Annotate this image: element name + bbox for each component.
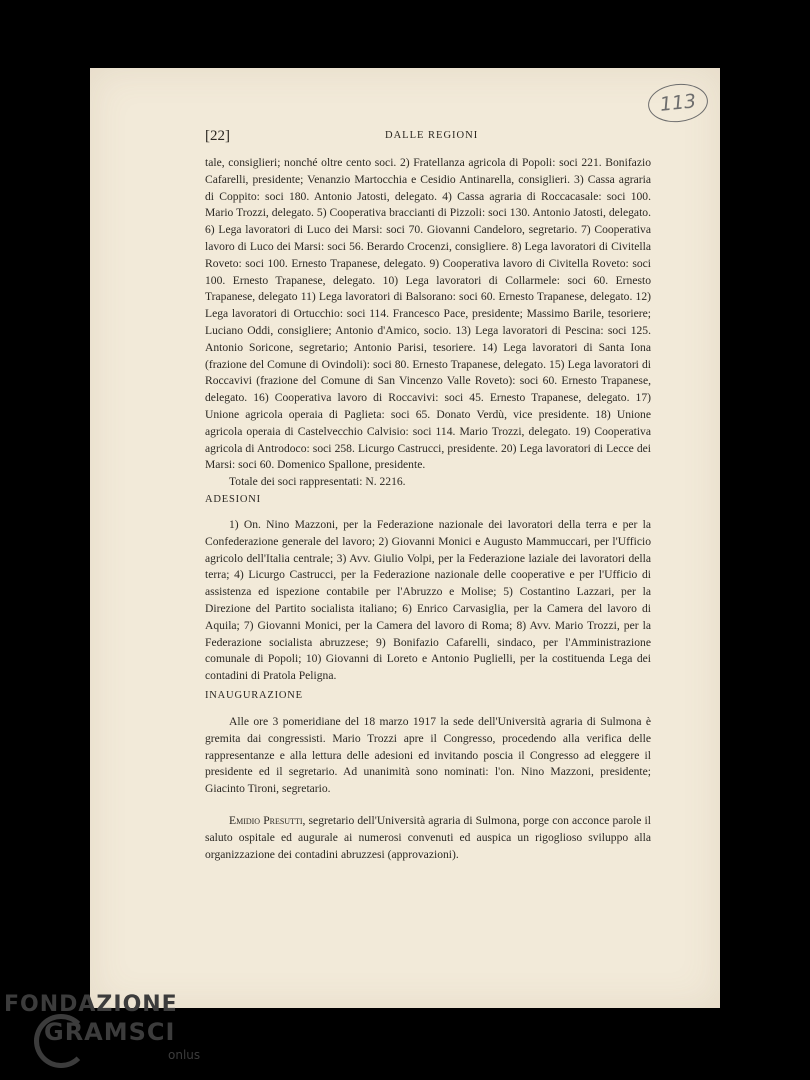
adesioni-paragraph: 1) On. Nino Mazzoni, per la Federazione nazionale dei lavoratori della terra e per la Confederazione generale del lavoro; 2) Giovanni Monici e Augusto Mammuccari, per l'Ufficio agricolo dell'Italia centrale; 3) Avv. Giulio Volpi, per la Federazione laziale dei lavoratori della terra; 4) Licurgo Castrucci, per la Federazione nazionale delle cooperative e per l'Ufficio di assistenza ed ispezione contabile per l'Abruzzo e Molise; 5) Costantino Lazzari, per la Direzione del Partito socialista italiano; 6) Enrico Carvasiglia, per la Camera del lavoro di Aquila; 7) Giovanni Monici, per la Camera del lavoro di Roma; 8) Avv. Mario Trozzi, per la Federazione socialista abruzzese; 9) Bonifazio Cafarelli, sindaco, per l'Amministrazione comunale di Popoli; 10) Giovanni di Loreto e Antonio Puglielli, per la costituenda Lega dei contadini di Pratola Peligna. — [205, 518, 651, 683]
inaugurazione-paragraph: Alle ore 3 pomeridiane del 18 marzo 1917 la sede dell'Università agraria di Sulmona è gremita dai congressisti. Mario Trozzi apre il Congresso, procedendo alla verifica delle rappresentanze e alla lettura delle adesioni ed invitando poscia il Congresso ad eleggere il presidente ed il segretario. Ad unanimità sono nominati: l'on. Nino Mazzoni, presidente; Giacinto Tironi, segretario. — [205, 715, 651, 796]
delegates-paragraph: tale, consiglieri; nonché oltre cento soci. 2) Fratellanza agricola di Popoli: soci 221. Bonifazio Cafarelli, presidente; Venanzio Martocchia e Cesidio Antinarella, consiglieri. 3) Cassa agraria di Coppito: soci 180. Antonio Jatosti, delegato. 4) Cassa agraria di Roccacasale: soci 100. Mario Trozzi, delegato. 5) Cooperativa braccianti di Pizzoli: soci 130. Antonio Jatosti, delegato. 6) Lega lavoratori di Luco dei Marsi: soci 70. Giovanni Candeloro, segretario. 7) Cooperativa lavoro di Luco dei Marsi: soci 56. Berardo Crocenzi, consigliere. 8) Lega lavoratori di Civitella Roveto: soci 100. Ernesto Trapanese, delegato. 9) Cooperativa lavoro di Civitella Roveto: soci 100. Ernesto Trapanese, delegato. 10) Lega lavoratori di Collarmele: soci 60. Ernesto Trapanese, delegato 11) Lega lavoratori di Balsorano: soci 60. Ernesto Trapanese, delegato. 12) Lega lavoratori di Ortucchio: soci 114. Francesco Pace, presidente; Massimo Barile, tesoriere; Luciano Oddi, consigliere; Antonio d'Amico, socio. 13) Lega lavoratori di Pescina: soci 125. Antonio Soricone, segretario; Antonio Parisi, tesoriere. 14) Lega lavoratori di Santa Iona (frazione del Comune di Ovindoli): soci 80. Ernesto Trapanese, delegato. 15) Lega lavoratori di Roccavivi (frazione del Comune di San Vincenzo Valle Roveto): soci 60. Ernesto Trapanese, delegato. 16) Cooperativa lavoro di Roccavivi: soci 45. Ernesto Trapanese, delegato. 17) Unione agricola operaia di Paglieta: soci 65. Donato Verdù, vice presidente. 18) Unione agricola operaia di Castelvecchio Calvisio: soci 114. Mario Trozzi, delegato. 19) Cooperativa agricola di Antrodoco: soci 258. Licurgo Castrucci, presidente. 20) Lega lavoratori di Lecce dei Marsi: soci 60. Domenico Spallone, presidente. — [205, 156, 651, 472]
archive-stamp: 113 — [646, 81, 710, 125]
adesioni-section — [205, 517, 651, 685]
page-number: [22] — [205, 128, 230, 144]
page-header — [205, 128, 665, 144]
watermark-line1: FONDAZIONE — [4, 992, 178, 1017]
fondazione-gramsci-watermark — [4, 992, 214, 1072]
total-members-line: Totale dei soci rappresentati: N. 2216. — [229, 475, 406, 489]
adesioni-heading: ADESIONI — [205, 494, 261, 505]
presutti-text: , segretario dell'Università agraria di Sulmona, porge con acconce parole il saluto ospitale ed augurale ai numerosi convenuti ed auspica un rigoglioso sviluppo alla organizzazione dei contadini abruzzesi (approvazioni). — [205, 813, 651, 861]
presutti-paragraph — [205, 813, 651, 863]
inaugurazione-section — [205, 714, 651, 863]
running-head: DALLE REGIONI — [385, 130, 479, 141]
inaugurazione-heading: INAUGURAZIONE — [205, 690, 303, 701]
delegates-list — [205, 155, 651, 491]
speaker-name: Emidio Presutti — [229, 813, 303, 827]
watermark-line3: onlus — [168, 1048, 201, 1062]
watermark-line2: GRAMSCI — [44, 1018, 176, 1046]
